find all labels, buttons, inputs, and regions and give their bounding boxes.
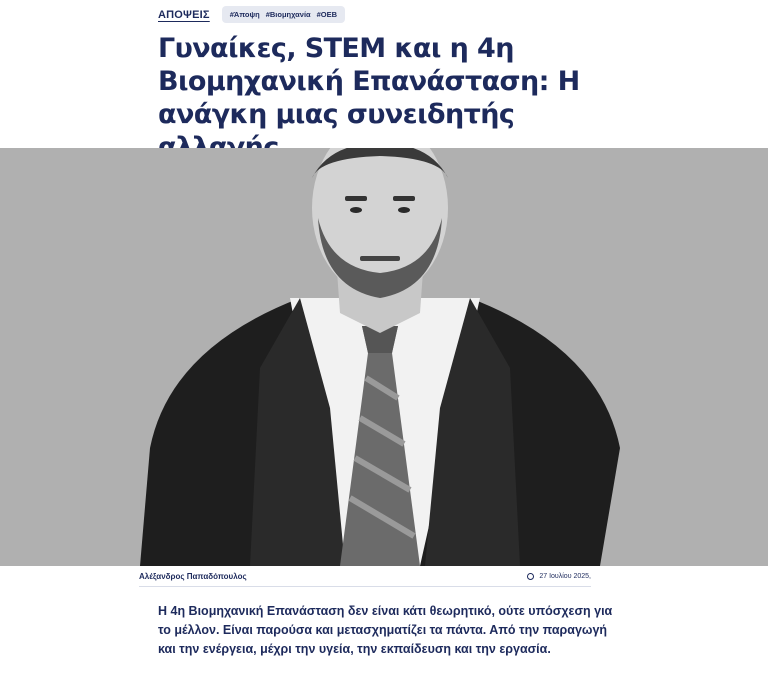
author-photo [0, 148, 768, 566]
tag-link[interactable]: #ΟΕΒ [316, 10, 338, 19]
author-name[interactable]: Αλέξανδρος Παπαδόπουλος [139, 571, 247, 581]
tag-link[interactable]: #Βιομηχανία [265, 10, 311, 19]
tag-link[interactable]: #Άποψη [229, 10, 260, 19]
category-link[interactable]: ΑΠΟΨΕΙΣ [158, 8, 210, 21]
article-title: Γυναίκες, STEM και η 4η Βιομηχανική Επανάσταση: Η ανάγκη μιας συνειδητής [158, 33, 580, 130]
clock-icon [527, 573, 534, 580]
byline [139, 566, 591, 587]
date-text: 27 Ιουλίου 2025, [539, 572, 591, 580]
publish-date [527, 573, 591, 580]
tag-list [222, 6, 345, 23]
article-meta [158, 6, 345, 23]
article-lead: Η 4η Βιομηχανική Επανάσταση δεν είναι κάτι θεωρητικό, ούτε υπόσχεση για το μέλλον. Είναι παρούσα και μετασχηματίζει τα πάντα. Από την παραγωγή και την ενέργεια, μέχρι την υγεία, την εκπαίδευση και την εργασία. [158, 604, 613, 656]
